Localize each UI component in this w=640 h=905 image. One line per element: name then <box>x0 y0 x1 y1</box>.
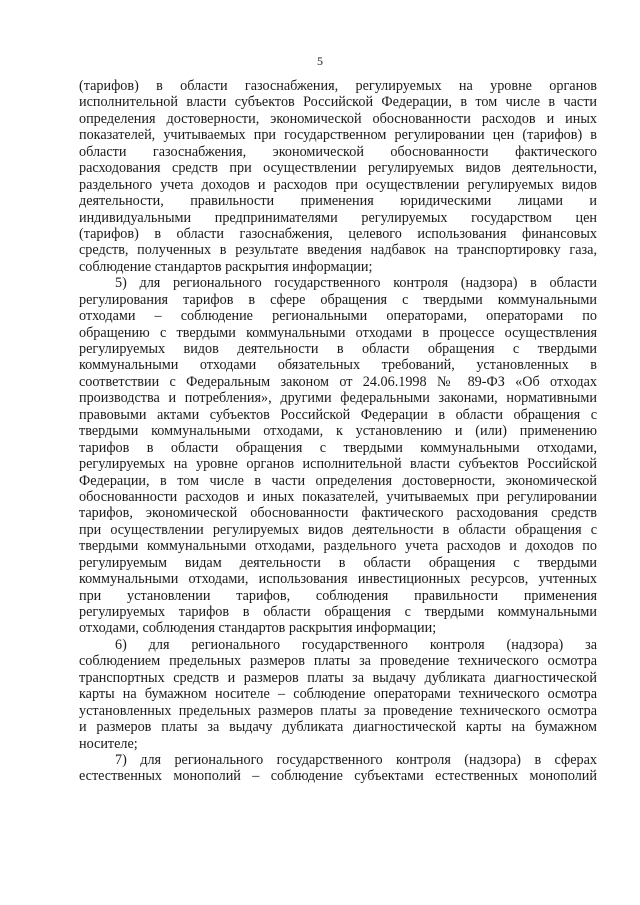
text-line: регулируемых на уровне органов исполнительной власти субъектов Российской <box>79 456 597 473</box>
text-line: средств, полученных в результате введения надбавок на транспортировку газа, <box>79 242 597 259</box>
text-line: (тарифов) в области газоснабжения, целевого использования финансовых <box>79 225 597 242</box>
text-line: раздельного учета доходов и расходов при осуществлении регулируемых видов <box>79 176 597 193</box>
text-line: отходами, соблюдения стандартов раскрытия информации; <box>79 620 437 637</box>
text-line: естественных монополий – соблюдение субъектами естественных монополий <box>79 768 597 785</box>
text-line: при установлении тарифов, соблюдения правильности применения <box>79 587 597 604</box>
text-line: карты на бумажном носителе – соблюдение операторами технического осмотра <box>79 686 597 703</box>
text-line: коммунальными отходами, использования инвестиционных ресурсов, учтенных <box>79 571 597 588</box>
text-line: регулируемым видам деятельности в области обращения с твердыми <box>79 554 597 571</box>
text-line: твердыми коммунальными отходами, раздельного учета расходов и доходов по <box>79 538 597 555</box>
text-line: 7) для регионального государственного контроля (надзора) в сферах <box>115 751 597 768</box>
text-line: правовыми актами субъектов Российской Федерации в области обращения с <box>79 406 597 423</box>
text-line: при осуществлении регулируемых видов деятельности в области обращения с <box>79 521 597 538</box>
text-line: регулирования тарифов в сфере обращения с твердыми коммунальными <box>79 291 597 308</box>
text-line: 5) для регионального государственного контроля (надзора) в области <box>115 275 597 292</box>
text-line: показателей, учитываемых при государственном регулировании цен (тарифов) в <box>79 127 597 144</box>
text-line: регулируемых видов деятельности в области обращения с твердыми <box>79 341 597 357</box>
text-line: соблюдением предельных размеров платы за проведение технического осмотра <box>79 653 597 670</box>
text-line: исполнительной власти субъектов Российской Федерации, в том числе в части <box>79 94 597 111</box>
text-line: деятельности, правильности применения юридическими лицами и <box>79 193 597 210</box>
text-line: индивидуальными предпринимателями регулируемых государством цен <box>79 209 597 226</box>
text-line: определения достоверности, экономической обоснованности расходов и иных <box>79 110 597 127</box>
text-line: соответствии с Федеральным законом от 24.06.1998 № 89-ФЗ «Об отходах <box>79 373 597 390</box>
text-line: тарифов в области обращения с твердыми коммунальными отходами, <box>79 439 597 456</box>
text-line: соблюдение стандартов раскрытия информации; <box>79 258 373 275</box>
text-line: и размеров платы за выдачу дубликата диагностической карты на бумажном <box>79 719 597 736</box>
text-line: установленных предельных размеров платы за проведение технического осмотра <box>79 702 597 719</box>
text-line: производства и потребления», другими федеральными законами, нормативными <box>79 390 597 407</box>
text-line: (тарифов) в области газоснабжения, регулируемых на уровне органов <box>79 78 597 94</box>
text-line: отходами – соблюдение региональными операторами, операторами по <box>79 308 597 325</box>
text-line: Федерации, в том числе в части определения достоверности, экономической <box>79 472 597 489</box>
text-line: области газоснабжения, экономической обоснованности фактического <box>79 143 597 160</box>
body-text <box>79 78 597 785</box>
page-number: 5 <box>317 54 323 68</box>
text-line: 6) для регионального государственного контроля (надзора) за <box>115 636 597 653</box>
text-line: транспортных средств и размеров платы за выдачу дубликата диагностической <box>79 669 597 686</box>
text-line: твердыми коммунальными отходами, к установлению и (или) применению <box>79 423 597 440</box>
text-line: тарифов, экономической обоснованности фактического расходования средств <box>79 505 597 522</box>
text-line: регулируемых тарифов в области обращения с твердыми коммунальными <box>79 604 597 620</box>
text-line: обоснованности расходов и иных показателей, учитываемых при регулировании <box>79 488 597 505</box>
text-line: носителе; <box>79 735 138 752</box>
text-line: обращению с твердыми коммунальными отходами в процессе осуществления <box>79 324 597 341</box>
text-line: расходования средств при осуществлении регулируемых видов деятельности, <box>79 160 597 177</box>
text-line: коммунальными отходами обязательных требований, установленных в <box>79 357 597 374</box>
